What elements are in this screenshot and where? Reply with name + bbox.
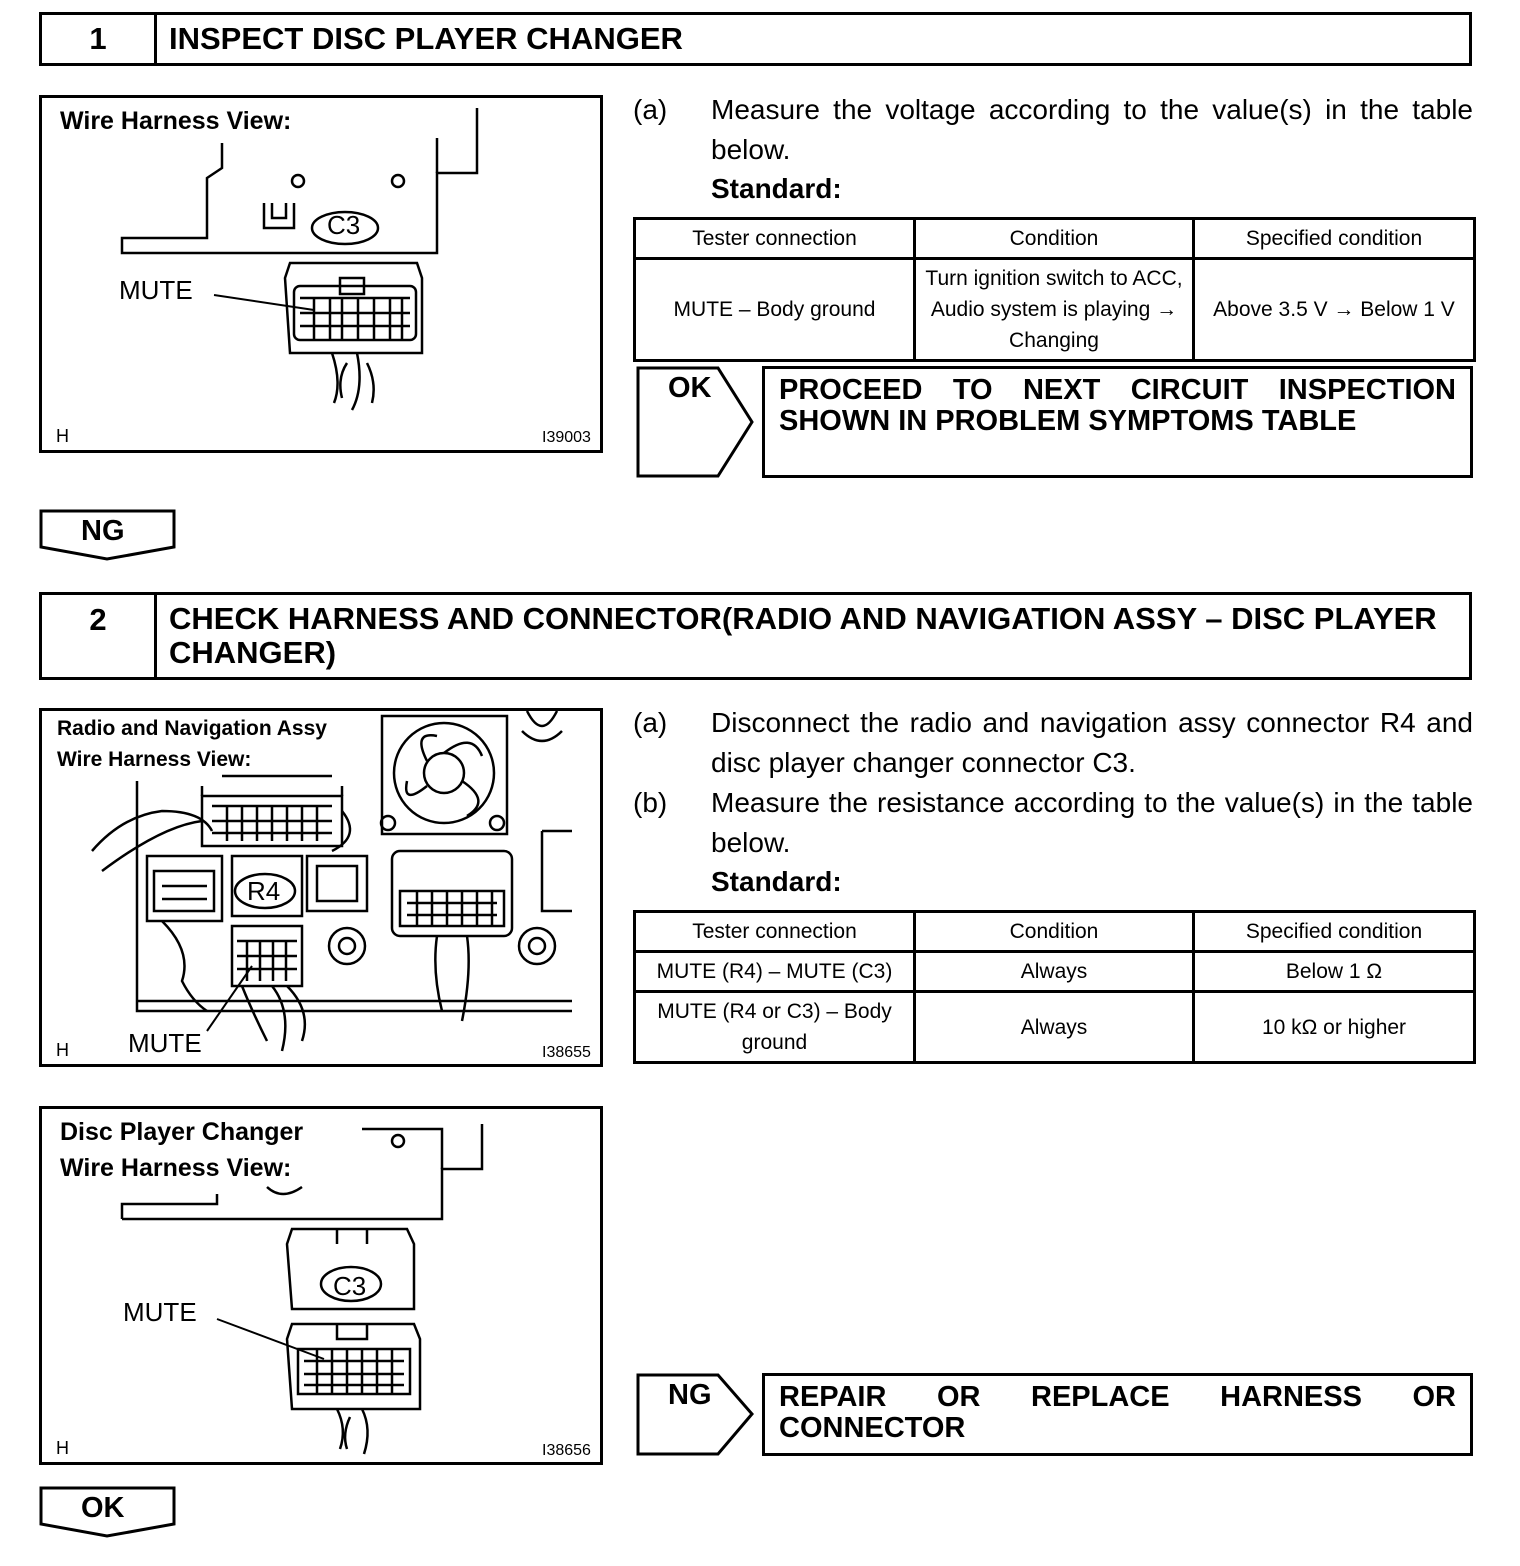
instruction-text: Measure the voltage according to the value(s) in the table below. <box>711 94 1473 165</box>
table-cell: Above 3.5 V → Below 1 V <box>1194 259 1475 361</box>
step-number: 1 <box>42 15 157 63</box>
connector-illustration <box>42 98 600 450</box>
table-cell: MUTE – Body ground <box>635 259 915 361</box>
resistance-spec-table <box>633 910 1476 1064</box>
table-row <box>635 992 1475 1063</box>
figure-corner-mark: H <box>56 426 69 446</box>
table-cell: Always <box>915 992 1194 1063</box>
step-1-header <box>39 12 1472 66</box>
result-text-line: CONNECTOR <box>779 1412 966 1444</box>
table-cell: Below 1 Ω <box>1194 952 1475 992</box>
ng-label: NG <box>81 515 125 547</box>
standard-label: Standard: <box>711 866 842 897</box>
ng-tag <box>636 1373 756 1456</box>
connector-label: C3 <box>333 1271 367 1301</box>
figure-id: I38655 <box>542 1044 591 1061</box>
figure-corner-mark: H <box>56 1040 69 1060</box>
ok-label: OK <box>81 1492 125 1524</box>
table-header: Specified condition <box>1194 912 1475 952</box>
instruction-letter: (a) <box>633 94 668 125</box>
table-header: Tester connection <box>635 219 915 259</box>
step-number: 2 <box>42 595 157 677</box>
ng-label: NG <box>668 1379 712 1411</box>
connector-label: C3 <box>327 210 361 240</box>
table-cell: MUTE (R4) – MUTE (C3) <box>635 952 915 992</box>
step-2-header <box>39 592 1472 680</box>
instruction-text: Disconnect the radio and navigation assy connector R4 and disc player changer connector C3. <box>711 707 1473 778</box>
table-row <box>635 259 1475 361</box>
instruction-letter: (a) <box>633 707 668 738</box>
voltage-spec-table <box>633 217 1476 362</box>
ok-label: OK <box>668 372 712 404</box>
standard-label: Standard: <box>711 173 842 204</box>
table-cell: Turn ignition switch to ACC, Audio system is playing → Changing <box>915 259 1194 361</box>
table-header: Condition <box>915 912 1194 952</box>
figure-title: Radio and Navigation Assy <box>57 717 327 740</box>
result-text-line: REPAIR OR REPLACE HARNESS OR <box>779 1381 1456 1413</box>
figure-subtitle: Wire Harness View: <box>60 1154 292 1182</box>
ok-tag <box>39 1486 177 1540</box>
mute-callout: MUTE <box>128 1028 202 1058</box>
table-row <box>635 952 1475 992</box>
mute-callout: MUTE <box>119 275 193 305</box>
connector-label: R4 <box>247 876 281 906</box>
table-header: Tester connection <box>635 912 915 952</box>
instruction-letter: (b) <box>633 787 668 818</box>
ok-result-box <box>762 366 1473 478</box>
ng-result-box <box>762 1373 1473 1456</box>
table-header: Condition <box>915 219 1194 259</box>
ok-tag <box>636 366 756 478</box>
result-text-line: SHOWN IN PROBLEM SYMPTOMS TABLE <box>779 405 1357 437</box>
radio-harness-figure <box>39 708 603 1067</box>
mute-callout: MUTE <box>123 1297 197 1327</box>
ng-tag <box>39 509 177 563</box>
figure-title: Disc Player Changer <box>60 1118 304 1146</box>
step-title: INSPECT DISC PLAYER CHANGER <box>169 21 683 56</box>
figure-id: I39003 <box>542 429 591 446</box>
figure-title: Wire Harness View: <box>60 107 292 135</box>
step-title: CHECK HARNESS AND CONNECTOR(RADIO AND NAVIGATION ASSY – DISC PLAYER CHANGER) <box>169 601 1437 670</box>
figure-subtitle: Wire Harness View: <box>57 748 252 771</box>
table-cell: 10 kΩ or higher <box>1194 992 1475 1063</box>
figure-corner-mark: H <box>56 1438 69 1458</box>
instruction-text: Measure the resistance according to the value(s) in the table below. <box>711 787 1473 858</box>
figure-id: I38656 <box>542 1442 591 1459</box>
disc-changer-harness-figure <box>39 1106 603 1465</box>
table-header: Specified condition <box>1194 219 1475 259</box>
table-cell: MUTE (R4 or C3) – Body ground <box>635 992 915 1063</box>
wire-harness-figure <box>39 95 603 453</box>
result-text-line: PROCEED TO NEXT CIRCUIT INSPECTION <box>779 374 1456 406</box>
table-cell: Always <box>915 952 1194 992</box>
